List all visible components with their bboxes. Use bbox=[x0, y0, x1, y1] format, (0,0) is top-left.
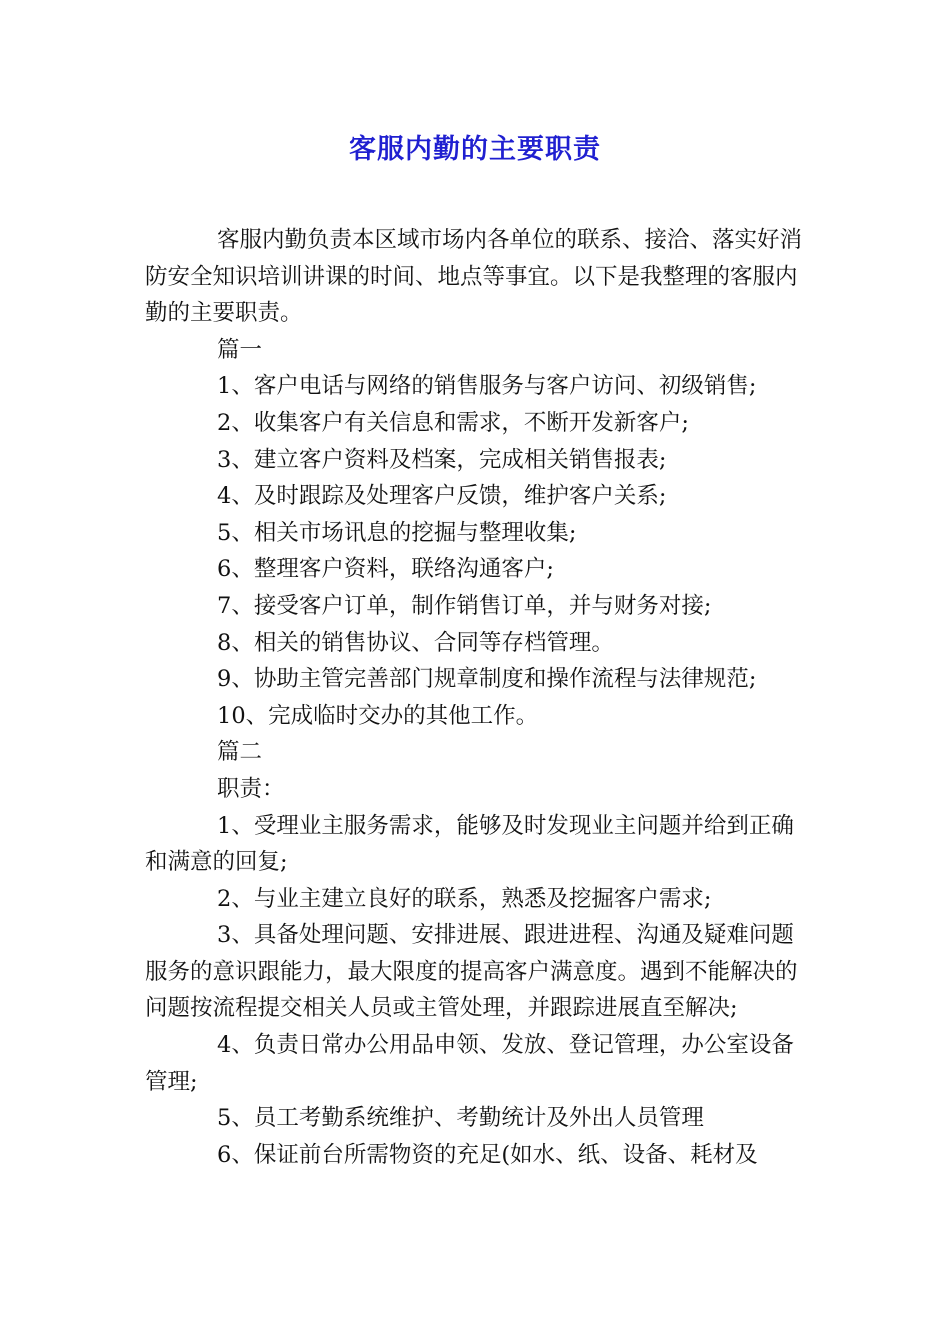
list-item: 1、客户电话与网络的销售服务与客户访问、初级销售; bbox=[217, 373, 757, 400]
section-heading-1: 篇一 bbox=[217, 336, 263, 363]
list-item: 4、及时跟踪及处理客户反馈，维护客户关系; bbox=[217, 483, 667, 510]
section-heading-2: 篇二 bbox=[217, 739, 263, 766]
list-item: 5、员工考勤系统维护、考勤统计及外出人员管理 bbox=[217, 1105, 704, 1132]
list-item: 4、负责日常办公用品申领、发放、登记管理，办公室设备管理; bbox=[145, 1032, 794, 1095]
list-item: 2、与业主建立良好的联系，熟悉及挖掘客户需求; bbox=[217, 885, 712, 912]
list-item: 9、协助主管完善部门规章制度和操作流程与法律规范; bbox=[217, 666, 757, 693]
document-title: 客服内勤的主要职责 bbox=[349, 134, 601, 165]
list-item: 5、相关市场讯息的挖掘与整理收集; bbox=[217, 519, 577, 546]
list-item: 7、接受客户订单，制作销售订单，并与财务对接; bbox=[217, 592, 712, 619]
list-item: 1、受理业主服务需求，能够及时发现业主问题并给到正确和满意的回复; bbox=[145, 812, 794, 876]
list-item: 10、完成临时交办的其他工作。 bbox=[217, 702, 539, 729]
list-item: 8、相关的销售协议、合同等存档管理。 bbox=[217, 629, 614, 656]
list-item: 3、建立客户资料及档案，完成相关销售报表; bbox=[217, 446, 667, 473]
document-body bbox=[145, 222, 810, 1173]
intro-paragraph: 客服内勤负责本区域市场内各单位的联系、接洽、落实好消防安全知识培训讲课的时间、地点等事宜。以下是我整理的客服内勤的主要职责。 bbox=[145, 227, 803, 327]
list-item: 6、整理客户资料，联络沟通客户; bbox=[217, 556, 554, 583]
list-item: 6、保证前台所需物资的充足(如水、纸、设备、耗材及 bbox=[217, 1141, 758, 1168]
list-item: 3、具备处理问题、安排进展、跟进进程、沟通及疑难问题服务的意识跟能力，最大限度的提高客户满意度。遇到不能解决的问题按流程提交相关人员或主管处理，并跟踪进展直至解决; bbox=[145, 922, 798, 1022]
subheading: 职责： bbox=[217, 775, 285, 802]
list-item: 2、收集客户有关信息和需求，不断开发新客户; bbox=[217, 409, 689, 436]
